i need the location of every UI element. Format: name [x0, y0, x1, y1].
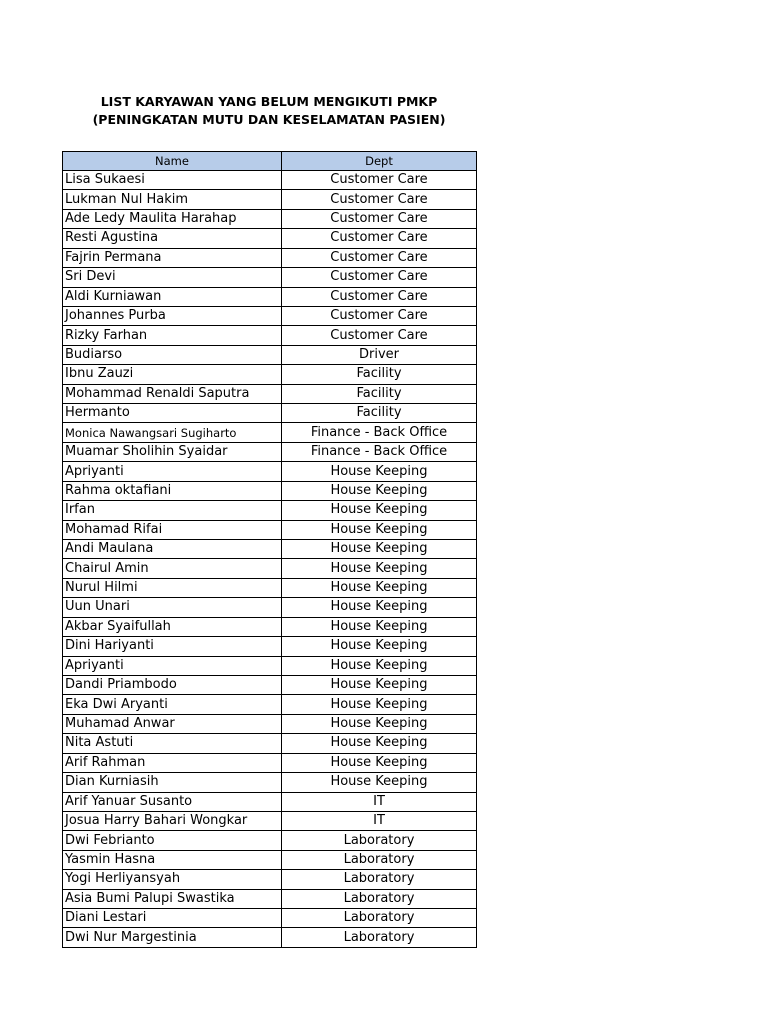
employee-name-cell: Mohammad Renaldi Saputra — [63, 384, 282, 403]
table-row — [63, 675, 477, 694]
employee-name-cell: Apriyanti — [63, 462, 282, 481]
table-row — [63, 171, 477, 190]
employee-name-cell: Apriyanti — [63, 656, 282, 675]
table-row — [63, 870, 477, 889]
department-cell: Finance - Back Office — [282, 442, 477, 461]
department-cell: House Keeping — [282, 714, 477, 733]
employee-name-cell: Mohamad Rifai — [63, 520, 282, 539]
table-row — [63, 928, 477, 947]
table-row — [63, 365, 477, 384]
employee-name-cell: Aldi Kurniawan — [63, 287, 282, 306]
table-row — [63, 384, 477, 403]
table-row — [63, 190, 477, 209]
department-cell: House Keeping — [282, 656, 477, 675]
employee-name-cell: Dian Kurniasih — [63, 773, 282, 792]
employee-name-cell: Chairul Amin — [63, 559, 282, 578]
department-cell: Customer Care — [282, 190, 477, 209]
department-cell: Customer Care — [282, 287, 477, 306]
employee-name-cell: Muamar Sholihin Syaidar — [63, 442, 282, 461]
table-row — [63, 209, 477, 228]
table-body — [63, 171, 477, 948]
department-cell: House Keeping — [282, 753, 477, 772]
department-cell: Customer Care — [282, 171, 477, 190]
table-row — [63, 695, 477, 714]
employee-name-cell: Muhamad Anwar — [63, 714, 282, 733]
table-row — [63, 404, 477, 423]
employee-name-cell: Lukman Nul Hakim — [63, 190, 282, 209]
department-cell: Laboratory — [282, 850, 477, 869]
employee-name-cell: Yasmin Hasna — [63, 850, 282, 869]
table-row — [63, 520, 477, 539]
employee-name-cell: Nita Astuti — [63, 734, 282, 753]
employee-name-cell: Diani Lestari — [63, 909, 282, 928]
employee-name-cell: Yogi Herliyansyah — [63, 870, 282, 889]
department-cell: IT — [282, 811, 477, 830]
table-row — [63, 831, 477, 850]
department-cell: Laboratory — [282, 831, 477, 850]
table-row — [63, 889, 477, 908]
employee-name-cell: Resti Agustina — [63, 229, 282, 248]
department-cell: House Keeping — [282, 520, 477, 539]
table-row — [63, 811, 477, 830]
department-cell: House Keeping — [282, 540, 477, 559]
employee-name-cell: Ibnu Zauzi — [63, 365, 282, 384]
employee-name-cell: Nurul Hilmi — [63, 578, 282, 597]
table-row — [63, 734, 477, 753]
employee-name-cell: Eka Dwi Aryanti — [63, 695, 282, 714]
employee-name-cell: Asia Bumi Palupi Swastika — [63, 889, 282, 908]
department-cell: House Keeping — [282, 598, 477, 617]
table-header-row — [63, 152, 477, 171]
table-row — [63, 792, 477, 811]
employee-name-cell: Hermanto — [63, 404, 282, 423]
table-row — [63, 540, 477, 559]
employee-name-cell: Rahma oktafiani — [63, 481, 282, 500]
employee-name-cell: Dwi Febrianto — [63, 831, 282, 850]
department-cell: Customer Care — [282, 248, 477, 267]
table-row — [63, 442, 477, 461]
department-cell: House Keeping — [282, 734, 477, 753]
table-row — [63, 656, 477, 675]
employee-name-cell: Budiarso — [63, 345, 282, 364]
department-cell: House Keeping — [282, 617, 477, 636]
department-cell: House Keeping — [282, 559, 477, 578]
department-cell: Finance - Back Office — [282, 423, 477, 442]
table-row — [63, 326, 477, 345]
table-row — [63, 423, 477, 442]
employee-name-cell: Akbar Syaifullah — [63, 617, 282, 636]
table-row — [63, 268, 477, 287]
department-cell: House Keeping — [282, 695, 477, 714]
department-cell: Customer Care — [282, 306, 477, 325]
department-cell: House Keeping — [282, 578, 477, 597]
employee-name-cell: Rizky Farhan — [63, 326, 282, 345]
department-cell: Laboratory — [282, 928, 477, 947]
employee-name-cell: Dandi Priambodo — [63, 675, 282, 694]
department-cell: Driver — [282, 345, 477, 364]
column-header-dept: Dept — [282, 152, 477, 171]
department-cell: Laboratory — [282, 870, 477, 889]
table-row — [63, 306, 477, 325]
department-cell: Customer Care — [282, 326, 477, 345]
department-cell: Customer Care — [282, 268, 477, 287]
table-row — [63, 578, 477, 597]
department-cell: Facility — [282, 384, 477, 403]
table-row — [63, 909, 477, 928]
table-row — [63, 501, 477, 520]
department-cell: Facility — [282, 365, 477, 384]
table-row — [63, 248, 477, 267]
employee-name-cell: Dini Hariyanti — [63, 637, 282, 656]
employee-name-cell: Ade Ledy Maulita Harahap — [63, 209, 282, 228]
employee-name-cell: Uun Unari — [63, 598, 282, 617]
department-cell: House Keeping — [282, 481, 477, 500]
department-cell: Customer Care — [282, 209, 477, 228]
employee-name-cell: Irfan — [63, 501, 282, 520]
table-row — [63, 287, 477, 306]
department-cell: Customer Care — [282, 229, 477, 248]
table-row — [63, 753, 477, 772]
table-row — [63, 637, 477, 656]
table-row — [63, 481, 477, 500]
employee-name-cell: Fajrin Permana — [63, 248, 282, 267]
employee-name-cell: Andi Maulana — [63, 540, 282, 559]
employee-name-cell: Dwi Nur Margestinia — [63, 928, 282, 947]
table-row — [63, 598, 477, 617]
table-row — [63, 617, 477, 636]
page-title: LIST KARYAWAN YANG BELUM MENGIKUTI PMKP — [100, 94, 438, 109]
department-cell: House Keeping — [282, 462, 477, 481]
employee-name-cell: Josua Harry Bahari Wongkar — [63, 811, 282, 830]
column-header-name: Name — [63, 152, 282, 171]
employee-table — [62, 151, 477, 948]
table-row — [63, 345, 477, 364]
department-cell: Laboratory — [282, 909, 477, 928]
page-subtitle: (PENINGKATAN MUTU DAN KESELAMATAN PASIEN) — [92, 112, 446, 127]
table-row — [63, 850, 477, 869]
department-cell: Laboratory — [282, 889, 477, 908]
employee-name-cell: Sri Devi — [63, 268, 282, 287]
department-cell: House Keeping — [282, 501, 477, 520]
department-cell: House Keeping — [282, 773, 477, 792]
department-cell: Facility — [282, 404, 477, 423]
department-cell: House Keeping — [282, 637, 477, 656]
table-row — [63, 559, 477, 578]
department-cell: IT — [282, 792, 477, 811]
table-row — [63, 462, 477, 481]
department-cell: House Keeping — [282, 675, 477, 694]
table-row — [63, 229, 477, 248]
employee-name-cell: Monica Nawangsari Sugiharto — [63, 423, 282, 442]
table-row — [63, 714, 477, 733]
employee-name-cell: Arif Yanuar Susanto — [63, 792, 282, 811]
employee-name-cell: Lisa Sukaesi — [63, 171, 282, 190]
table-row — [63, 773, 477, 792]
employee-name-cell: Arif Rahman — [63, 753, 282, 772]
employee-name-cell: Johannes Purba — [63, 306, 282, 325]
